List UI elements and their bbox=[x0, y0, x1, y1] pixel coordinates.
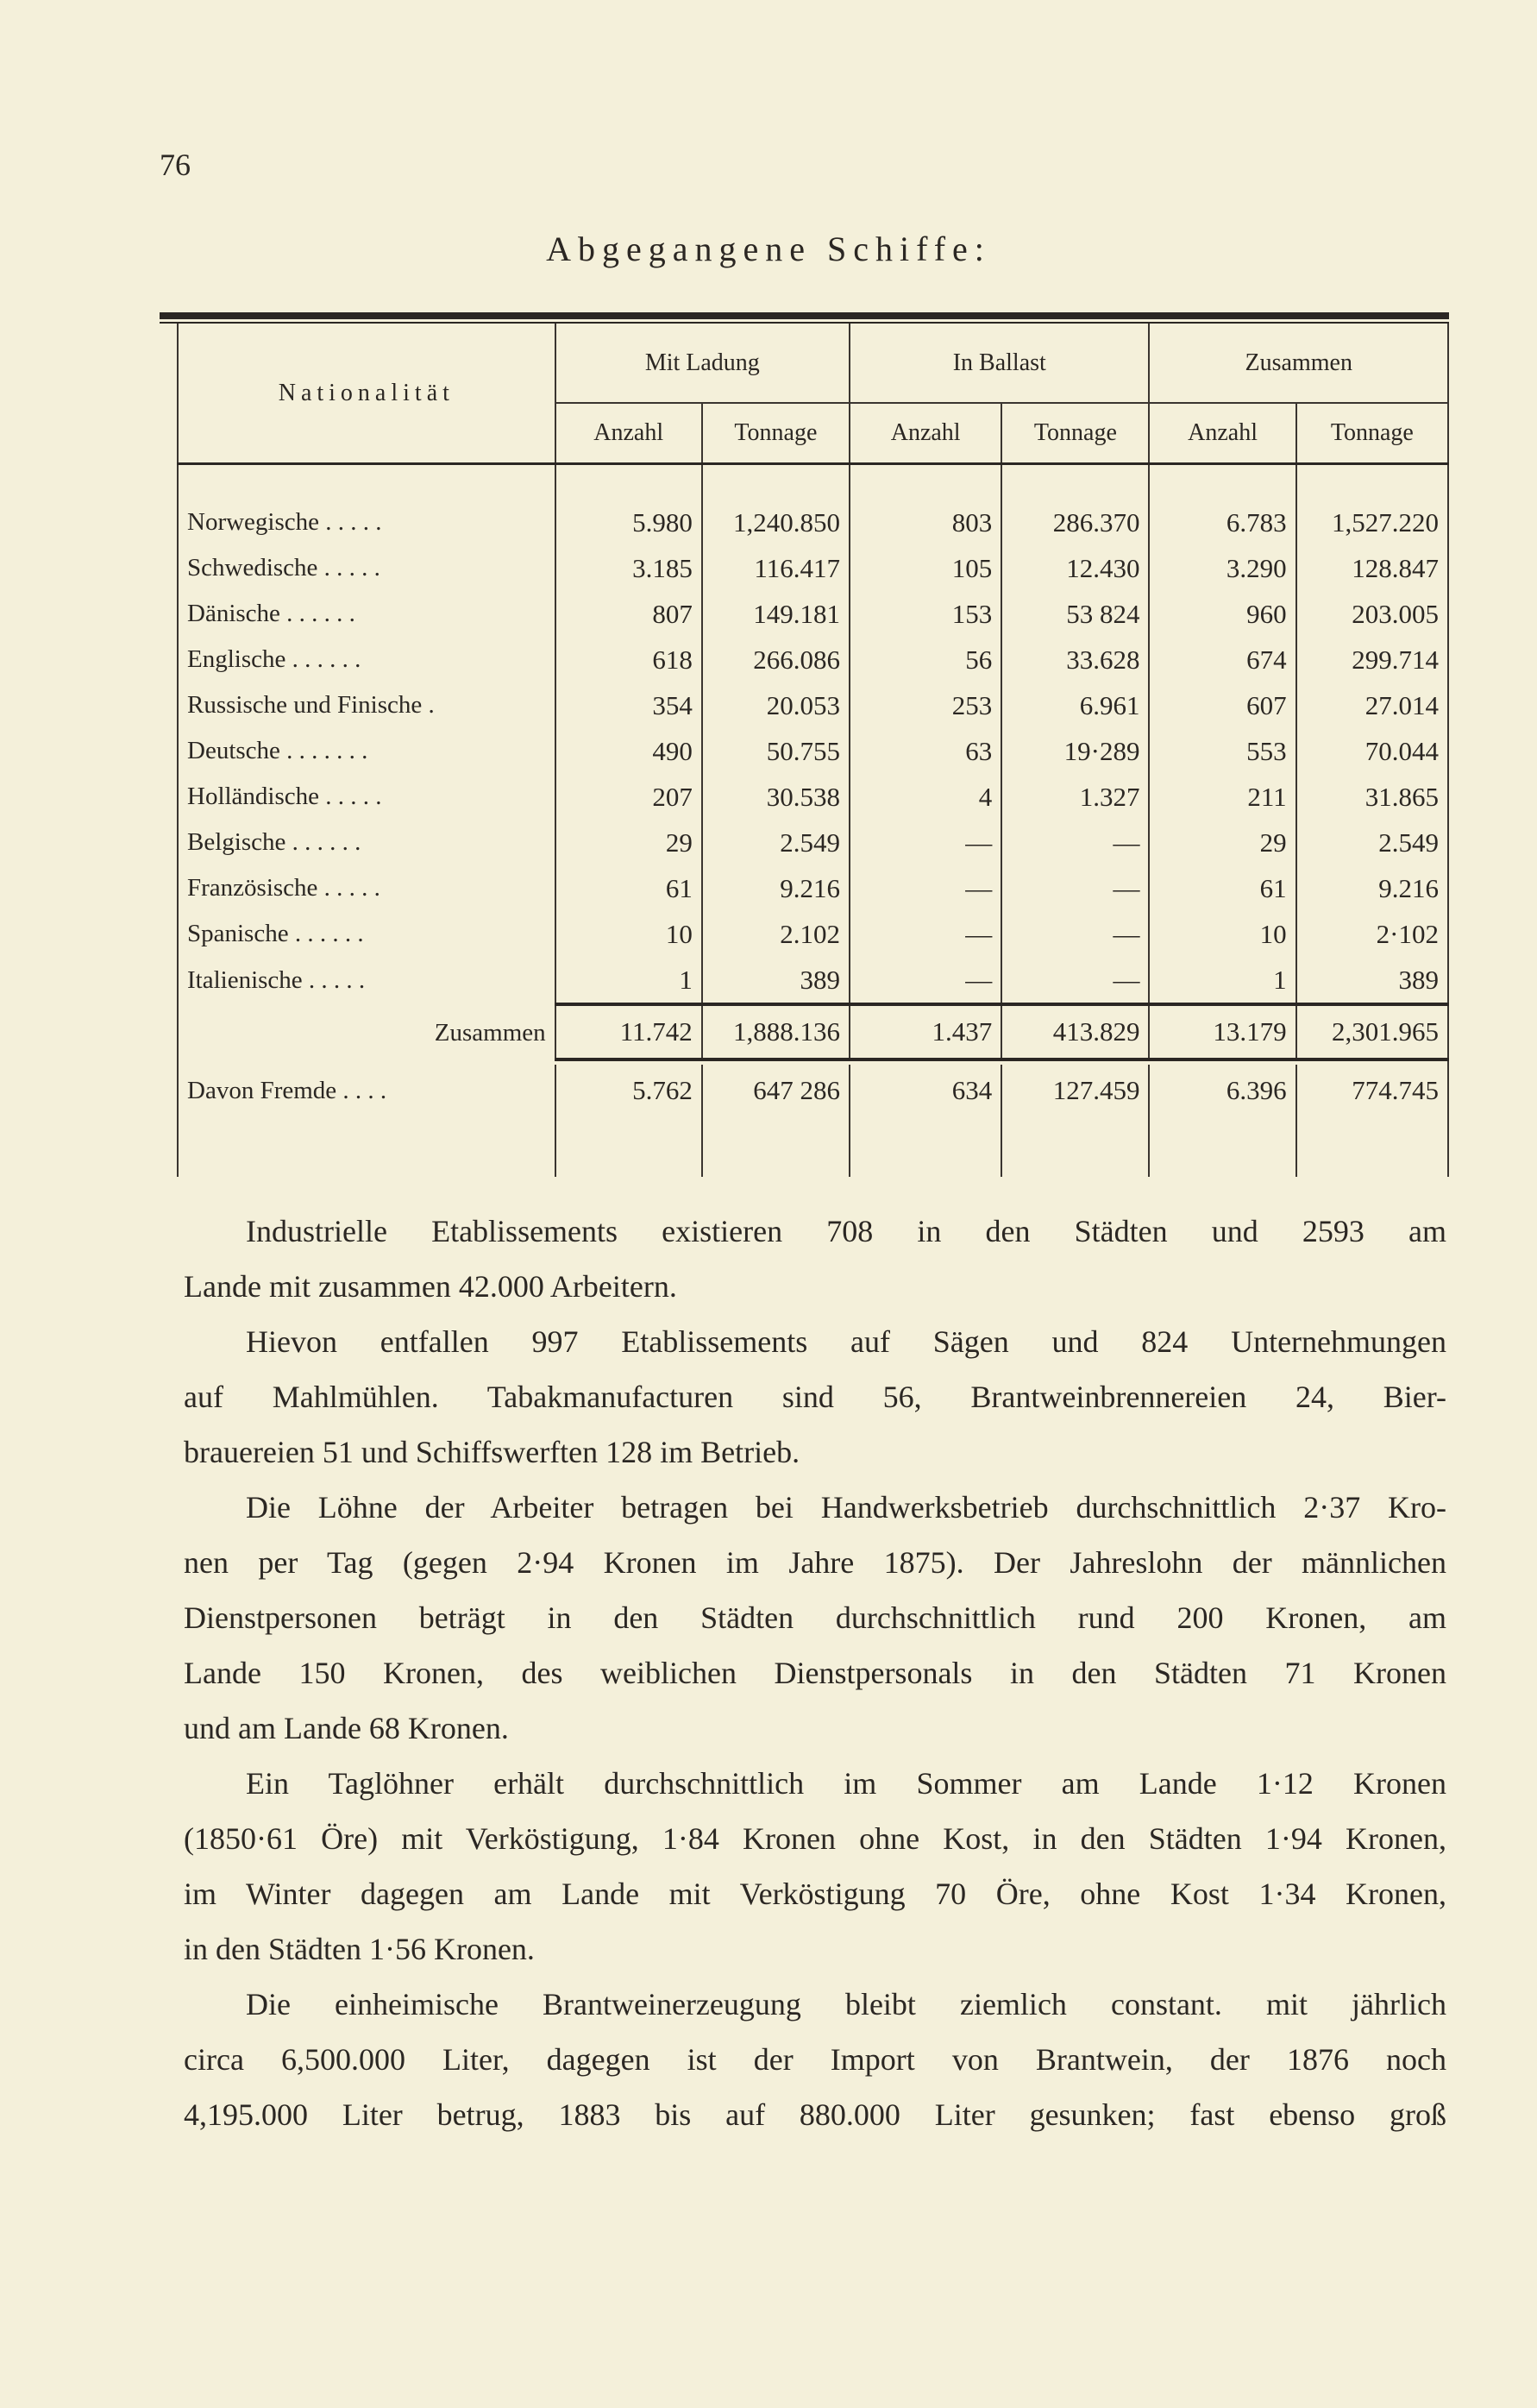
anzahl-cell: — bbox=[850, 865, 1001, 911]
anzahl-cell: 3.290 bbox=[1149, 545, 1295, 591]
tonnage-cell: 50.755 bbox=[702, 728, 850, 774]
anzahl-cell: 3.185 bbox=[555, 545, 702, 591]
tonnage-cell: 203.005 bbox=[1296, 591, 1448, 637]
tonnage-cell: 12.430 bbox=[1001, 545, 1149, 591]
spacer-row bbox=[178, 465, 1448, 500]
header-zusammen: Zusammen bbox=[1149, 324, 1448, 403]
foreign-row bbox=[178, 1065, 1448, 1116]
table-row bbox=[178, 637, 1448, 682]
anzahl-cell: 6.396 bbox=[1149, 1065, 1295, 1116]
tonnage-cell: 286.370 bbox=[1001, 500, 1149, 545]
total-row bbox=[178, 1006, 1448, 1059]
header-nationality: Nationalität bbox=[178, 324, 555, 464]
tonnage-cell: 6.961 bbox=[1001, 682, 1149, 728]
tonnage-cell: 1,240.850 bbox=[702, 500, 850, 545]
nationality-cell: Holländische . . . . . bbox=[178, 774, 555, 820]
tonnage-cell: 9.216 bbox=[702, 865, 850, 911]
anzahl-cell: 63 bbox=[850, 728, 1001, 774]
subheader-anzahl: Anzahl bbox=[555, 403, 702, 464]
tonnage-cell: 33.628 bbox=[1001, 637, 1149, 682]
nationality-cell: Dänische . . . . . . bbox=[178, 591, 555, 637]
tonnage-cell: 149.181 bbox=[702, 591, 850, 637]
anzahl-cell: 56 bbox=[850, 637, 1001, 682]
table-row bbox=[178, 774, 1448, 820]
tonnage-cell: — bbox=[1001, 865, 1149, 911]
table-top-rule bbox=[160, 312, 1449, 319]
anzahl-cell: 6.783 bbox=[1149, 500, 1295, 545]
page-number: 76 bbox=[160, 148, 191, 182]
anzahl-cell: — bbox=[850, 820, 1001, 865]
tonnage-cell: 127.459 bbox=[1001, 1065, 1149, 1116]
table-title: Abgegangene Schiffe: bbox=[546, 229, 991, 268]
tonnage-cell: 31.865 bbox=[1296, 774, 1448, 820]
anzahl-cell: 207 bbox=[555, 774, 702, 820]
subheader-tonnage: Tonnage bbox=[702, 403, 850, 464]
anzahl-cell: 807 bbox=[555, 591, 702, 637]
tonnage-cell: 116.417 bbox=[702, 545, 850, 591]
anzahl-cell: 634 bbox=[850, 1065, 1001, 1116]
anzahl-cell: 13.179 bbox=[1149, 1006, 1295, 1059]
table-row bbox=[178, 500, 1448, 545]
tonnage-cell: 1,527.220 bbox=[1296, 500, 1448, 545]
paragraph bbox=[184, 1314, 1446, 1480]
text-line: 4,195.000 Liter betrug, 1883 bis auf 880.000 Liter gesunken; fast ebenso groß bbox=[184, 2097, 1446, 2132]
subheader-tonnage: Tonnage bbox=[1001, 403, 1149, 464]
paragraph bbox=[184, 1480, 1446, 1756]
tonnage-cell: 20.053 bbox=[702, 682, 850, 728]
header-in-ballast: In Ballast bbox=[850, 324, 1149, 403]
tonnage-cell: 27.014 bbox=[1296, 682, 1448, 728]
text-line: auf Mahlmühlen. Tabakmanufacturen sind 56, Brantweinbrennereien 24, Bier- bbox=[184, 1380, 1446, 1414]
tonnage-cell: 1.327 bbox=[1001, 774, 1149, 820]
table-row bbox=[178, 865, 1448, 911]
text-line: Industrielle Etablissements existieren 708 in den Städten und 2593 am bbox=[246, 1214, 1446, 1248]
text-line: circa 6,500.000 Liter, dagegen ist der Import von Brantwein, der 1876 noch bbox=[184, 2042, 1446, 2077]
tonnage-cell: 9.216 bbox=[1296, 865, 1448, 911]
table-row bbox=[178, 957, 1448, 1004]
tonnage-cell: 647 286 bbox=[702, 1065, 850, 1116]
table-row bbox=[178, 591, 1448, 637]
table-row bbox=[178, 820, 1448, 865]
subheader-tonnage: Tonnage bbox=[1296, 403, 1448, 464]
tail-row bbox=[178, 1116, 1448, 1177]
anzahl-cell: 1 bbox=[1149, 957, 1295, 1004]
text-line: Ein Taglöhner erhält durchschnittlich im Sommer am Lande 1·12 Kronen bbox=[246, 1766, 1446, 1801]
anzahl-cell: 5.980 bbox=[555, 500, 702, 545]
text-line: in den Städten 1·56 Kronen. bbox=[184, 1932, 535, 1966]
text-line: Lande mit zusammen 42.000 Arbeitern. bbox=[184, 1269, 677, 1304]
body-text bbox=[184, 1204, 1446, 2142]
text-line: Die Löhne der Arbeiter betragen bei Handwerksbetrieb durchschnittlich 2·37 Kro- bbox=[246, 1490, 1446, 1525]
nationality-cell: Norwegische . . . . . bbox=[178, 500, 555, 545]
nationality-cell: Spanische . . . . . . bbox=[178, 911, 555, 957]
text-line: und am Lande 68 Kronen. bbox=[184, 1711, 509, 1745]
text-line: im Winter dagegen am Lande mit Verköstigung 70 Öre, ohne Kost 1·34 Kronen, bbox=[184, 1877, 1446, 1911]
tonnage-cell: 2,301.965 bbox=[1296, 1006, 1448, 1059]
anzahl-cell: 61 bbox=[555, 865, 702, 911]
text-line: Lande 150 Kronen, des weiblichen Dienstpersonals in den Städten 71 Kronen bbox=[184, 1656, 1446, 1690]
nationality-cell: Französische . . . . . bbox=[178, 865, 555, 911]
tonnage-cell: 1,888.136 bbox=[702, 1006, 850, 1059]
nationality-cell: Belgische . . . . . . bbox=[178, 820, 555, 865]
anzahl-cell: 618 bbox=[555, 637, 702, 682]
tonnage-cell: 70.044 bbox=[1296, 728, 1448, 774]
anzahl-cell: — bbox=[850, 911, 1001, 957]
table-row bbox=[178, 545, 1448, 591]
ships-table bbox=[160, 312, 1449, 1177]
tonnage-cell: 266.086 bbox=[702, 637, 850, 682]
anzahl-cell: 490 bbox=[555, 728, 702, 774]
anzahl-cell: 10 bbox=[555, 911, 702, 957]
paragraph bbox=[184, 1756, 1446, 1977]
table-row bbox=[178, 682, 1448, 728]
nationality-cell: Schwedische . . . . . bbox=[178, 545, 555, 591]
text-line: (1850·61 Öre) mit Verköstigung, 1·84 Kronen ohne Kost, in den Städten 1·94 Kronen, bbox=[184, 1821, 1446, 1856]
subheader-anzahl: Anzahl bbox=[1149, 403, 1295, 464]
anzahl-cell: 10 bbox=[1149, 911, 1295, 957]
anzahl-cell: — bbox=[850, 957, 1001, 1004]
anzahl-cell: 105 bbox=[850, 545, 1001, 591]
tonnage-cell: 53 824 bbox=[1001, 591, 1149, 637]
tonnage-cell: 389 bbox=[702, 957, 850, 1004]
anzahl-cell: 29 bbox=[555, 820, 702, 865]
tonnage-cell: 30.538 bbox=[702, 774, 850, 820]
tonnage-cell: 389 bbox=[1296, 957, 1448, 1004]
anzahl-cell: 1.437 bbox=[850, 1006, 1001, 1059]
tonnage-cell: 2.102 bbox=[702, 911, 850, 957]
text-line: nen per Tag (gegen 2·94 Kronen im Jahre 1875). Der Jahreslohn der männlichen bbox=[184, 1545, 1446, 1580]
anzahl-cell: 553 bbox=[1149, 728, 1295, 774]
tonnage-cell: 2·102 bbox=[1296, 911, 1448, 957]
nationality-cell: Zusammen bbox=[178, 1006, 555, 1059]
text-line: Die einheimische Brantweinerzeugung bleibt ziemlich constant. mit jährlich bbox=[246, 1987, 1446, 2021]
table-row bbox=[178, 911, 1448, 957]
anzahl-cell: 674 bbox=[1149, 637, 1295, 682]
nationality-cell: Italienische . . . . . bbox=[178, 957, 555, 1004]
anzahl-cell: 253 bbox=[850, 682, 1001, 728]
text-line: Hievon entfallen 997 Etablissements auf Sägen und 824 Unternehmungen bbox=[246, 1324, 1446, 1359]
tonnage-cell: 299.714 bbox=[1296, 637, 1448, 682]
anzahl-cell: 61 bbox=[1149, 865, 1295, 911]
paragraph bbox=[184, 1204, 1446, 1314]
table-row bbox=[178, 728, 1448, 774]
anzahl-cell: 4 bbox=[850, 774, 1001, 820]
anzahl-cell: 153 bbox=[850, 591, 1001, 637]
anzahl-cell: 29 bbox=[1149, 820, 1295, 865]
anzahl-cell: 1 bbox=[555, 957, 702, 1004]
tonnage-cell: 19·289 bbox=[1001, 728, 1149, 774]
tonnage-cell: 774.745 bbox=[1296, 1065, 1448, 1116]
header-mit-ladung: Mit Ladung bbox=[555, 324, 850, 403]
subheader-anzahl: Anzahl bbox=[850, 403, 1001, 464]
tonnage-cell: 413.829 bbox=[1001, 1006, 1149, 1059]
anzahl-cell: 5.762 bbox=[555, 1065, 702, 1116]
tonnage-cell: 128.847 bbox=[1296, 545, 1448, 591]
text-line: Dienstpersonen beträgt in den Städten durchschnittlich rund 200 Kronen, am bbox=[184, 1600, 1446, 1635]
anzahl-cell: 607 bbox=[1149, 682, 1295, 728]
nationality-cell: Englische . . . . . . bbox=[178, 637, 555, 682]
tonnage-cell: — bbox=[1001, 911, 1149, 957]
tonnage-cell: — bbox=[1001, 820, 1149, 865]
paragraph bbox=[184, 1977, 1446, 2142]
tonnage-cell: — bbox=[1001, 957, 1149, 1004]
tonnage-cell: 2.549 bbox=[1296, 820, 1448, 865]
tonnage-cell: 2.549 bbox=[702, 820, 850, 865]
nationality-cell: Russische und Finische . bbox=[178, 682, 555, 728]
anzahl-cell: 11.742 bbox=[555, 1006, 702, 1059]
anzahl-cell: 803 bbox=[850, 500, 1001, 545]
anzahl-cell: 211 bbox=[1149, 774, 1295, 820]
anzahl-cell: 960 bbox=[1149, 591, 1295, 637]
anzahl-cell: 354 bbox=[555, 682, 702, 728]
nationality-cell: Deutsche . . . . . . . bbox=[178, 728, 555, 774]
text-line: brauereien 51 und Schiffswerften 128 im Betrieb. bbox=[184, 1435, 800, 1469]
nationality-cell: Davon Fremde . . . . bbox=[178, 1065, 555, 1116]
